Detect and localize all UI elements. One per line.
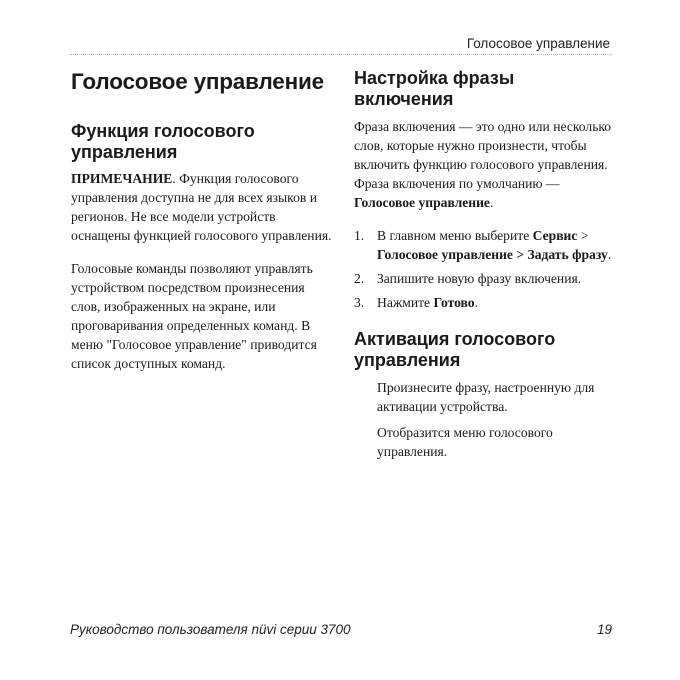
- wake-phrase-intro: [354, 117, 616, 212]
- page-number: 19: [596, 622, 612, 637]
- step-text: [377, 226, 616, 264]
- right-column: [354, 68, 616, 461]
- left-column: [71, 68, 337, 373]
- step-number: 1.: [354, 228, 365, 243]
- wake-phrase-intro-text: Фраза включения — это одно или несколько слов, которые нужно произнести, чтобы включить функцию голосового управления. Фраза включения по умолчанию —: [354, 119, 612, 191]
- menu-done: Готово: [433, 295, 475, 310]
- section-title-activation: Активация голосового управления: [354, 329, 556, 370]
- note-paragraph: [71, 169, 337, 245]
- note-text: . Функция голосового управления доступна не для всех языков и регионов. Не все модели устройств оснащены функцией голосового управления.: [71, 171, 332, 243]
- intro-period: .: [489, 195, 494, 210]
- list-item: [354, 293, 616, 312]
- running-header-title: Голосовое управление: [466, 36, 610, 51]
- default-phrase: Голосовое управление: [354, 195, 490, 210]
- section-title-voice-function: Функция голосового управления: [71, 121, 255, 162]
- voice-commands-paragraph: Голосовые команды позволяют управлять устройством посредством произнесения слов, изображенных на экране, или проговаривания определенных команд. В меню "Голосовое управление" приводится список доступных команд.: [71, 261, 317, 371]
- step-text: [377, 293, 478, 312]
- menu-tools: Сервис: [532, 228, 578, 243]
- step-number: 3.: [354, 295, 365, 310]
- steps-list: [354, 226, 616, 312]
- step-separator: >: [577, 228, 589, 243]
- step-text: Запишите новую фразу включения.: [377, 271, 582, 286]
- note-label: ПРИМЕЧАНИЕ: [71, 171, 173, 186]
- activation-paragraph-2: Отобразится меню голосового управления.: [377, 425, 553, 459]
- activation-paragraph-1: Произнесите фразу, настроенную для активации устройства.: [377, 380, 595, 414]
- step-period: .: [474, 295, 478, 310]
- section-title-wake-phrase: Настройка фразы включения: [354, 68, 515, 109]
- list-item: [354, 269, 616, 288]
- list-item: [354, 226, 616, 264]
- step-text-plain: В главном меню выберите: [377, 228, 533, 243]
- activation-block: [354, 378, 616, 461]
- step-text-plain: Нажмите: [377, 295, 434, 310]
- header-divider: [70, 54, 612, 55]
- footer-manual-title: Руководство пользователя nüvi серии 3700: [70, 622, 351, 637]
- page-title: Голосовое управление: [71, 69, 324, 94]
- menu-voice-set-phrase: Голосовое управление > Задать фразу: [377, 247, 608, 262]
- step-number: 2.: [354, 271, 365, 286]
- step-period: .: [607, 247, 612, 262]
